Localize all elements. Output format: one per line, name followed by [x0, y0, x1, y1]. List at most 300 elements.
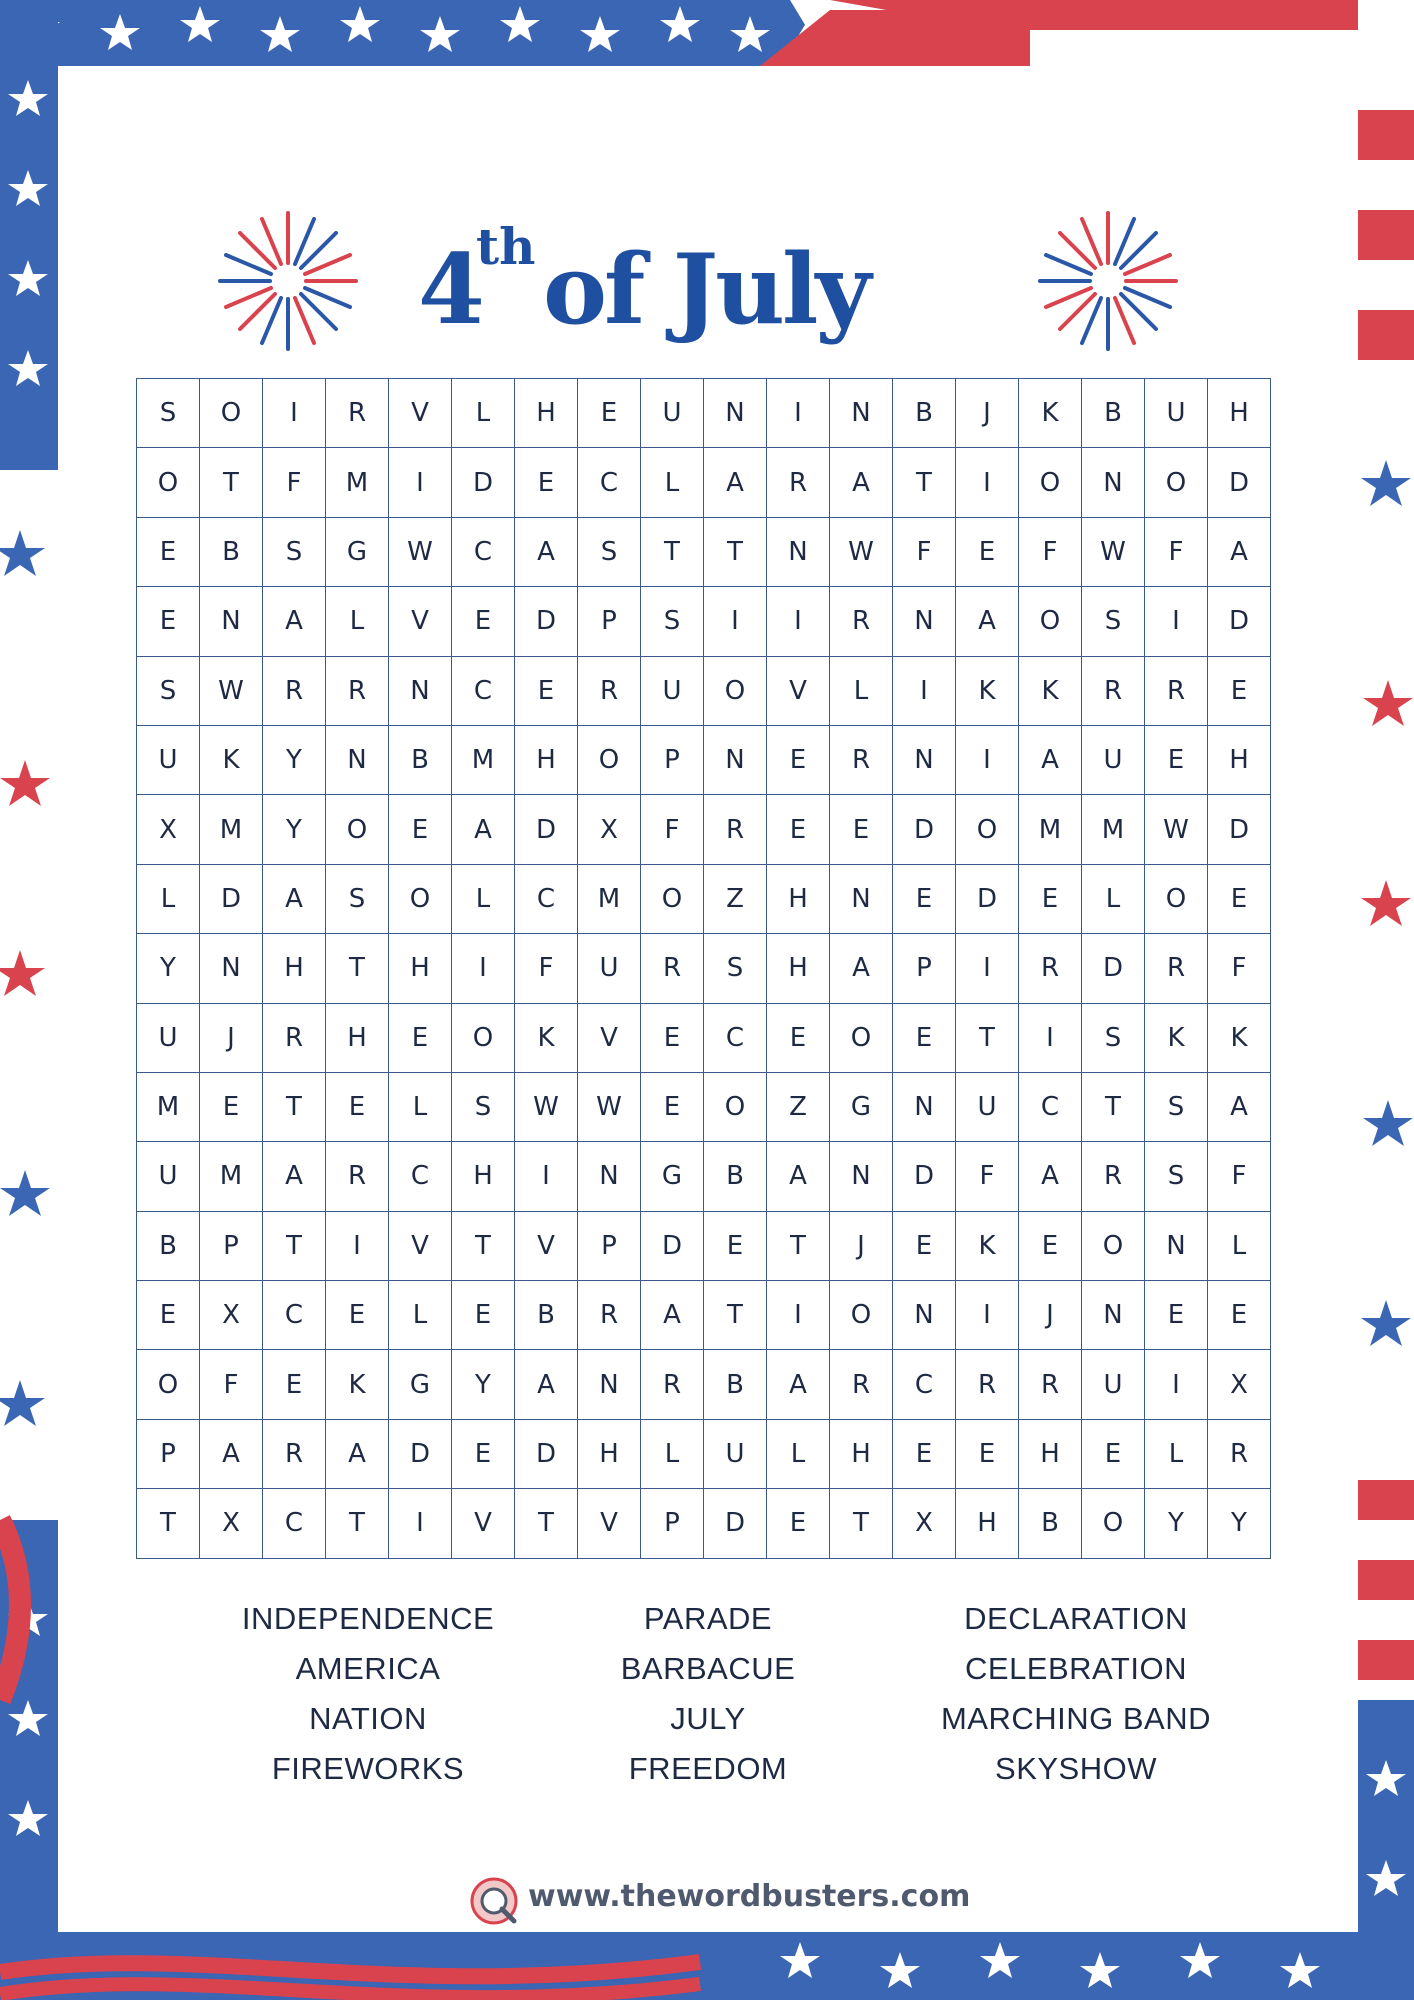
grid-cell[interactable]: T: [137, 1489, 200, 1558]
grid-cell[interactable]: N: [578, 1142, 641, 1211]
grid-cell[interactable]: R: [767, 448, 830, 517]
grid-cell[interactable]: X: [137, 795, 200, 864]
grid-cell[interactable]: N: [830, 379, 893, 448]
grid-cell[interactable]: T: [326, 1489, 389, 1558]
grid-cell[interactable]: I: [767, 379, 830, 448]
grid-cell[interactable]: S: [1145, 1073, 1208, 1142]
grid-cell[interactable]: O: [137, 1350, 200, 1419]
grid-cell[interactable]: A: [452, 795, 515, 864]
grid-cell[interactable]: L: [389, 1073, 452, 1142]
grid-cell[interactable]: A: [263, 587, 326, 656]
grid-cell[interactable]: N: [893, 1073, 956, 1142]
grid-cell[interactable]: R: [326, 657, 389, 726]
grid-cell[interactable]: M: [1019, 795, 1082, 864]
grid-cell[interactable]: E: [1145, 726, 1208, 795]
grid-cell[interactable]: Y: [452, 1350, 515, 1419]
grid-cell[interactable]: F: [200, 1350, 263, 1419]
grid-cell[interactable]: V: [452, 1489, 515, 1558]
grid-cell[interactable]: U: [641, 657, 704, 726]
grid-cell[interactable]: E: [704, 1212, 767, 1281]
grid-cell[interactable]: A: [767, 1142, 830, 1211]
grid-cell[interactable]: I: [956, 726, 1019, 795]
grid-cell[interactable]: W: [830, 518, 893, 587]
grid-cell[interactable]: S: [641, 587, 704, 656]
grid-cell[interactable]: H: [1019, 1420, 1082, 1489]
grid-cell[interactable]: L: [641, 448, 704, 517]
grid-cell[interactable]: O: [326, 795, 389, 864]
grid-cell[interactable]: A: [767, 1350, 830, 1419]
grid-cell[interactable]: M: [578, 865, 641, 934]
grid-cell[interactable]: R: [578, 1281, 641, 1350]
grid-cell[interactable]: T: [767, 1212, 830, 1281]
grid-cell[interactable]: C: [704, 1004, 767, 1073]
grid-cell[interactable]: W: [578, 1073, 641, 1142]
grid-cell[interactable]: I: [893, 657, 956, 726]
grid-cell[interactable]: H: [578, 1420, 641, 1489]
grid-cell[interactable]: K: [956, 657, 1019, 726]
grid-cell[interactable]: R: [1145, 934, 1208, 1003]
grid-cell[interactable]: M: [1082, 795, 1145, 864]
grid-cell[interactable]: R: [1019, 934, 1082, 1003]
grid-cell[interactable]: N: [578, 1350, 641, 1419]
grid-cell[interactable]: M: [326, 448, 389, 517]
grid-cell[interactable]: E: [326, 1281, 389, 1350]
grid-cell[interactable]: E: [263, 1350, 326, 1419]
grid-cell[interactable]: E: [515, 448, 578, 517]
grid-cell[interactable]: E: [767, 726, 830, 795]
grid-cell[interactable]: G: [830, 1073, 893, 1142]
grid-cell[interactable]: F: [1019, 518, 1082, 587]
grid-cell[interactable]: V: [578, 1489, 641, 1558]
grid-cell[interactable]: C: [452, 518, 515, 587]
grid-cell[interactable]: C: [263, 1489, 326, 1558]
grid-cell[interactable]: F: [263, 448, 326, 517]
grid-cell[interactable]: E: [767, 795, 830, 864]
grid-cell[interactable]: U: [137, 1004, 200, 1073]
grid-cell[interactable]: Y: [137, 934, 200, 1003]
grid-cell[interactable]: I: [389, 1489, 452, 1558]
grid-cell[interactable]: A: [641, 1281, 704, 1350]
grid-cell[interactable]: E: [893, 1004, 956, 1073]
grid-cell[interactable]: E: [389, 795, 452, 864]
grid-cell[interactable]: L: [326, 587, 389, 656]
grid-cell[interactable]: L: [1082, 865, 1145, 934]
grid-cell[interactable]: M: [200, 1142, 263, 1211]
grid-cell[interactable]: K: [1145, 1004, 1208, 1073]
grid-cell[interactable]: O: [956, 795, 1019, 864]
grid-cell[interactable]: Y: [263, 795, 326, 864]
grid-cell[interactable]: V: [767, 657, 830, 726]
grid-cell[interactable]: K: [200, 726, 263, 795]
grid-cell[interactable]: K: [1019, 379, 1082, 448]
grid-cell[interactable]: C: [263, 1281, 326, 1350]
grid-cell[interactable]: Y: [1145, 1489, 1208, 1558]
grid-cell[interactable]: R: [263, 1420, 326, 1489]
grid-cell[interactable]: R: [263, 1004, 326, 1073]
grid-cell[interactable]: Z: [704, 865, 767, 934]
grid-cell[interactable]: F: [956, 1142, 1019, 1211]
grid-cell[interactable]: F: [515, 934, 578, 1003]
grid-cell[interactable]: F: [641, 795, 704, 864]
grid-cell[interactable]: E: [767, 1489, 830, 1558]
grid-cell[interactable]: A: [1208, 518, 1271, 587]
grid-cell[interactable]: M: [200, 795, 263, 864]
grid-cell[interactable]: B: [200, 518, 263, 587]
grid-cell[interactable]: W: [389, 518, 452, 587]
grid-cell[interactable]: O: [1019, 587, 1082, 656]
grid-cell[interactable]: S: [1082, 1004, 1145, 1073]
grid-cell[interactable]: E: [1208, 865, 1271, 934]
grid-cell[interactable]: L: [767, 1420, 830, 1489]
grid-cell[interactable]: E: [326, 1073, 389, 1142]
grid-cell[interactable]: E: [830, 795, 893, 864]
grid-cell[interactable]: W: [1082, 518, 1145, 587]
grid-cell[interactable]: O: [830, 1004, 893, 1073]
grid-cell[interactable]: E: [1208, 1281, 1271, 1350]
grid-cell[interactable]: C: [893, 1350, 956, 1419]
grid-cell[interactable]: F: [1145, 518, 1208, 587]
grid-cell[interactable]: O: [137, 448, 200, 517]
grid-cell[interactable]: A: [263, 1142, 326, 1211]
grid-cell[interactable]: K: [1208, 1004, 1271, 1073]
grid-cell[interactable]: S: [263, 518, 326, 587]
grid-cell[interactable]: C: [389, 1142, 452, 1211]
grid-cell[interactable]: S: [452, 1073, 515, 1142]
grid-cell[interactable]: N: [893, 726, 956, 795]
grid-cell[interactable]: T: [893, 448, 956, 517]
grid-cell[interactable]: E: [578, 379, 641, 448]
grid-cell[interactable]: U: [704, 1420, 767, 1489]
grid-cell[interactable]: E: [1082, 1420, 1145, 1489]
grid-cell[interactable]: L: [1208, 1212, 1271, 1281]
grid-cell[interactable]: O: [830, 1281, 893, 1350]
grid-cell[interactable]: N: [1082, 448, 1145, 517]
grid-cell[interactable]: H: [1208, 379, 1271, 448]
grid-cell[interactable]: D: [389, 1420, 452, 1489]
grid-cell[interactable]: J: [200, 1004, 263, 1073]
grid-cell[interactable]: T: [263, 1073, 326, 1142]
grid-cell[interactable]: D: [515, 587, 578, 656]
grid-cell[interactable]: B: [704, 1142, 767, 1211]
grid-cell[interactable]: W: [200, 657, 263, 726]
grid-cell[interactable]: B: [1082, 379, 1145, 448]
grid-cell[interactable]: O: [1082, 1489, 1145, 1558]
grid-cell[interactable]: E: [893, 1420, 956, 1489]
grid-cell[interactable]: C: [1019, 1073, 1082, 1142]
grid-cell[interactable]: N: [704, 726, 767, 795]
grid-cell[interactable]: U: [578, 934, 641, 1003]
grid-cell[interactable]: A: [326, 1420, 389, 1489]
grid-cell[interactable]: H: [1208, 726, 1271, 795]
grid-cell[interactable]: O: [578, 726, 641, 795]
grid-cell[interactable]: T: [641, 518, 704, 587]
grid-cell[interactable]: Z: [767, 1073, 830, 1142]
grid-cell[interactable]: I: [767, 1281, 830, 1350]
grid-cell[interactable]: I: [956, 934, 1019, 1003]
grid-cell[interactable]: R: [1208, 1420, 1271, 1489]
grid-cell[interactable]: S: [1082, 587, 1145, 656]
grid-cell[interactable]: T: [704, 518, 767, 587]
grid-cell[interactable]: L: [1145, 1420, 1208, 1489]
grid-cell[interactable]: E: [452, 1281, 515, 1350]
grid-cell[interactable]: A: [263, 865, 326, 934]
grid-cell[interactable]: E: [767, 1004, 830, 1073]
grid-cell[interactable]: U: [956, 1073, 1019, 1142]
grid-cell[interactable]: E: [137, 587, 200, 656]
grid-cell[interactable]: B: [137, 1212, 200, 1281]
grid-cell[interactable]: T: [452, 1212, 515, 1281]
grid-cell[interactable]: X: [1208, 1350, 1271, 1419]
grid-cell[interactable]: N: [200, 587, 263, 656]
grid-cell[interactable]: V: [578, 1004, 641, 1073]
grid-cell[interactable]: D: [893, 1142, 956, 1211]
grid-cell[interactable]: I: [452, 934, 515, 1003]
grid-cell[interactable]: S: [137, 657, 200, 726]
grid-cell[interactable]: P: [578, 587, 641, 656]
grid-cell[interactable]: B: [704, 1350, 767, 1419]
grid-cell[interactable]: O: [1145, 865, 1208, 934]
grid-cell[interactable]: D: [704, 1489, 767, 1558]
grid-cell[interactable]: F: [1208, 1142, 1271, 1211]
grid-cell[interactable]: F: [1208, 934, 1271, 1003]
grid-cell[interactable]: B: [1019, 1489, 1082, 1558]
grid-cell[interactable]: N: [893, 1281, 956, 1350]
grid-cell[interactable]: R: [641, 934, 704, 1003]
grid-cell[interactable]: I: [326, 1212, 389, 1281]
grid-cell[interactable]: H: [263, 934, 326, 1003]
grid-cell[interactable]: P: [200, 1212, 263, 1281]
grid-cell[interactable]: E: [137, 518, 200, 587]
grid-cell[interactable]: N: [326, 726, 389, 795]
grid-cell[interactable]: O: [200, 379, 263, 448]
grid-cell[interactable]: J: [830, 1212, 893, 1281]
grid-cell[interactable]: X: [200, 1489, 263, 1558]
grid-cell[interactable]: L: [137, 865, 200, 934]
grid-cell[interactable]: E: [893, 865, 956, 934]
grid-cell[interactable]: A: [830, 934, 893, 1003]
grid-cell[interactable]: D: [515, 1420, 578, 1489]
grid-cell[interactable]: O: [389, 865, 452, 934]
grid-cell[interactable]: E: [1019, 1212, 1082, 1281]
grid-cell[interactable]: R: [830, 587, 893, 656]
grid-cell[interactable]: P: [641, 726, 704, 795]
grid-cell[interactable]: R: [704, 795, 767, 864]
grid-cell[interactable]: D: [452, 448, 515, 517]
grid-cell[interactable]: O: [1082, 1212, 1145, 1281]
grid-cell[interactable]: R: [830, 726, 893, 795]
grid-cell[interactable]: D: [1208, 795, 1271, 864]
grid-cell[interactable]: H: [956, 1489, 1019, 1558]
grid-cell[interactable]: X: [200, 1281, 263, 1350]
grid-cell[interactable]: A: [515, 1350, 578, 1419]
grid-cell[interactable]: N: [704, 379, 767, 448]
grid-cell[interactable]: M: [137, 1073, 200, 1142]
grid-cell[interactable]: C: [515, 865, 578, 934]
grid-cell[interactable]: I: [515, 1142, 578, 1211]
grid-cell[interactable]: N: [893, 587, 956, 656]
grid-cell[interactable]: E: [956, 518, 1019, 587]
grid-cell[interactable]: O: [641, 865, 704, 934]
grid-cell[interactable]: G: [641, 1142, 704, 1211]
grid-cell[interactable]: I: [1019, 1004, 1082, 1073]
grid-cell[interactable]: T: [326, 934, 389, 1003]
grid-cell[interactable]: P: [641, 1489, 704, 1558]
grid-cell[interactable]: N: [830, 865, 893, 934]
grid-cell[interactable]: R: [641, 1350, 704, 1419]
grid-cell[interactable]: U: [1145, 379, 1208, 448]
grid-cell[interactable]: K: [515, 1004, 578, 1073]
grid-cell[interactable]: T: [956, 1004, 1019, 1073]
grid-cell[interactable]: X: [893, 1489, 956, 1558]
grid-cell[interactable]: N: [1145, 1212, 1208, 1281]
grid-cell[interactable]: R: [326, 1142, 389, 1211]
grid-cell[interactable]: W: [515, 1073, 578, 1142]
grid-cell[interactable]: B: [515, 1281, 578, 1350]
grid-cell[interactable]: H: [452, 1142, 515, 1211]
grid-cell[interactable]: E: [1019, 865, 1082, 934]
grid-cell[interactable]: H: [767, 934, 830, 1003]
grid-cell[interactable]: T: [263, 1212, 326, 1281]
grid-cell[interactable]: A: [1019, 726, 1082, 795]
grid-cell[interactable]: V: [389, 587, 452, 656]
grid-cell[interactable]: E: [389, 1004, 452, 1073]
grid-cell[interactable]: I: [956, 448, 1019, 517]
grid-cell[interactable]: A: [1019, 1142, 1082, 1211]
grid-cell[interactable]: X: [578, 795, 641, 864]
grid-cell[interactable]: R: [578, 657, 641, 726]
grid-cell[interactable]: H: [515, 379, 578, 448]
grid-cell[interactable]: K: [1019, 657, 1082, 726]
grid-cell[interactable]: K: [326, 1350, 389, 1419]
grid-cell[interactable]: D: [515, 795, 578, 864]
grid-cell[interactable]: S: [704, 934, 767, 1003]
grid-cell[interactable]: O: [452, 1004, 515, 1073]
grid-cell[interactable]: N: [767, 518, 830, 587]
grid-cell[interactable]: S: [137, 379, 200, 448]
grid-cell[interactable]: P: [578, 1212, 641, 1281]
grid-cell[interactable]: E: [137, 1281, 200, 1350]
grid-cell[interactable]: H: [830, 1420, 893, 1489]
grid-cell[interactable]: I: [389, 448, 452, 517]
grid-cell[interactable]: O: [1145, 448, 1208, 517]
grid-cell[interactable]: T: [1082, 1073, 1145, 1142]
grid-cell[interactable]: F: [893, 518, 956, 587]
grid-cell[interactable]: I: [767, 587, 830, 656]
grid-cell[interactable]: D: [893, 795, 956, 864]
grid-cell[interactable]: E: [515, 657, 578, 726]
grid-cell[interactable]: V: [389, 1212, 452, 1281]
grid-cell[interactable]: N: [830, 1142, 893, 1211]
grid-cell[interactable]: G: [326, 518, 389, 587]
grid-cell[interactable]: W: [1145, 795, 1208, 864]
grid-cell[interactable]: E: [1145, 1281, 1208, 1350]
grid-cell[interactable]: G: [389, 1350, 452, 1419]
grid-cell[interactable]: D: [1208, 587, 1271, 656]
grid-cell[interactable]: E: [893, 1212, 956, 1281]
grid-cell[interactable]: R: [1145, 657, 1208, 726]
grid-cell[interactable]: R: [956, 1350, 1019, 1419]
grid-cell[interactable]: U: [1082, 1350, 1145, 1419]
grid-cell[interactable]: E: [1208, 657, 1271, 726]
grid-cell[interactable]: J: [956, 379, 1019, 448]
grid-cell[interactable]: E: [956, 1420, 1019, 1489]
grid-cell[interactable]: T: [704, 1281, 767, 1350]
grid-cell[interactable]: L: [641, 1420, 704, 1489]
grid-cell[interactable]: T: [830, 1489, 893, 1558]
grid-cell[interactable]: U: [1082, 726, 1145, 795]
grid-cell[interactable]: D: [1208, 448, 1271, 517]
grid-cell[interactable]: M: [452, 726, 515, 795]
grid-cell[interactable]: E: [200, 1073, 263, 1142]
grid-cell[interactable]: L: [389, 1281, 452, 1350]
grid-cell[interactable]: O: [704, 657, 767, 726]
grid-cell[interactable]: T: [200, 448, 263, 517]
grid-cell[interactable]: R: [1082, 1142, 1145, 1211]
grid-cell[interactable]: S: [326, 865, 389, 934]
grid-cell[interactable]: Y: [1208, 1489, 1271, 1558]
grid-cell[interactable]: I: [956, 1281, 1019, 1350]
grid-cell[interactable]: B: [389, 726, 452, 795]
grid-cell[interactable]: I: [704, 587, 767, 656]
grid-cell[interactable]: E: [452, 587, 515, 656]
grid-cell[interactable]: V: [515, 1212, 578, 1281]
grid-cell[interactable]: L: [830, 657, 893, 726]
grid-cell[interactable]: T: [515, 1489, 578, 1558]
grid-cell[interactable]: E: [641, 1073, 704, 1142]
grid-cell[interactable]: O: [1019, 448, 1082, 517]
grid-cell[interactable]: H: [389, 934, 452, 1003]
grid-cell[interactable]: I: [1145, 1350, 1208, 1419]
grid-cell[interactable]: H: [515, 726, 578, 795]
grid-cell[interactable]: A: [200, 1420, 263, 1489]
grid-cell[interactable]: I: [263, 379, 326, 448]
grid-cell[interactable]: L: [452, 379, 515, 448]
grid-cell[interactable]: S: [578, 518, 641, 587]
grid-cell[interactable]: A: [515, 518, 578, 587]
grid-cell[interactable]: U: [137, 726, 200, 795]
grid-cell[interactable]: K: [956, 1212, 1019, 1281]
grid-cell[interactable]: I: [1145, 587, 1208, 656]
grid-cell[interactable]: N: [1082, 1281, 1145, 1350]
grid-cell[interactable]: A: [1208, 1073, 1271, 1142]
grid-cell[interactable]: O: [704, 1073, 767, 1142]
grid-cell[interactable]: J: [1019, 1281, 1082, 1350]
grid-cell[interactable]: C: [578, 448, 641, 517]
grid-cell[interactable]: A: [830, 448, 893, 517]
grid-cell[interactable]: P: [893, 934, 956, 1003]
grid-cell[interactable]: R: [1019, 1350, 1082, 1419]
grid-cell[interactable]: A: [704, 448, 767, 517]
grid-cell[interactable]: P: [137, 1420, 200, 1489]
grid-cell[interactable]: D: [641, 1212, 704, 1281]
grid-cell[interactable]: L: [452, 865, 515, 934]
grid-cell[interactable]: S: [1145, 1142, 1208, 1211]
grid-cell[interactable]: R: [1082, 657, 1145, 726]
grid-cell[interactable]: N: [200, 934, 263, 1003]
website-link[interactable]: www.thewordbusters.com: [528, 1879, 971, 1914]
grid-cell[interactable]: H: [767, 865, 830, 934]
grid-cell[interactable]: D: [1082, 934, 1145, 1003]
grid-cell[interactable]: U: [137, 1142, 200, 1211]
grid-cell[interactable]: E: [452, 1420, 515, 1489]
grid-cell[interactable]: Y: [263, 726, 326, 795]
grid-cell[interactable]: C: [452, 657, 515, 726]
grid-cell[interactable]: D: [956, 865, 1019, 934]
grid-cell[interactable]: R: [830, 1350, 893, 1419]
grid-cell[interactable]: R: [326, 379, 389, 448]
grid-cell[interactable]: N: [389, 657, 452, 726]
grid-cell[interactable]: U: [641, 379, 704, 448]
